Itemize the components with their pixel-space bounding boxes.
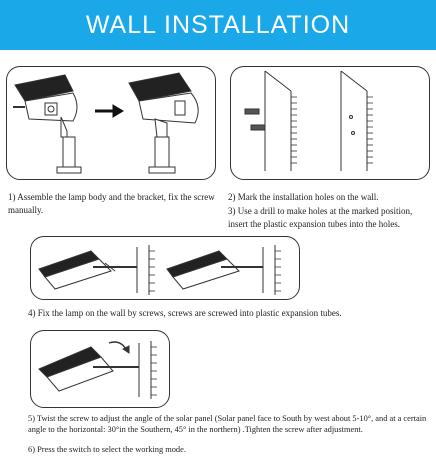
step-5-label: 5) Twist the screw to adjust the angle of the solar panel (Solar panel face to South by west about 5-10°, and at a certain angle to the horizontal: 30°in the Southern, 45° in the northern) .Tighten the screw after adjustment. bbox=[28, 414, 427, 434]
illustration-fix-lamp bbox=[30, 236, 300, 300]
step-6-text bbox=[28, 443, 434, 456]
step-4-label: 4) Fix the lamp on the wall by screws, screws are screwed into plastic expansion tubes. bbox=[28, 308, 342, 318]
step-5-text bbox=[28, 413, 434, 435]
illustration-wall-holes bbox=[230, 66, 430, 180]
page-title: WALL INSTALLATION bbox=[85, 10, 351, 39]
illustration-assembly bbox=[6, 66, 216, 180]
step-2-3-text bbox=[228, 191, 432, 231]
step-2-label: 2) Mark the installation holes on the wall. bbox=[228, 192, 379, 202]
step-4-text bbox=[28, 307, 432, 320]
step-1-label: 1) Assemble the lamp body and the bracket, fix the screw manually. bbox=[8, 192, 215, 215]
wall-holes-drawing bbox=[231, 67, 429, 179]
step-1-text bbox=[8, 191, 218, 217]
step-3-label: 3) Use a drill to make holes at the marked position, insert the plastic expansion tubes into the holes. bbox=[228, 206, 413, 229]
adjust-angle-drawing bbox=[31, 331, 169, 407]
title-banner bbox=[0, 0, 436, 50]
assembly-drawing bbox=[7, 67, 215, 179]
step-6-label: 6) Press the switch to select the working mode. bbox=[28, 445, 186, 454]
illustration-adjust-angle bbox=[30, 330, 170, 408]
fix-lamp-drawing bbox=[31, 237, 299, 299]
